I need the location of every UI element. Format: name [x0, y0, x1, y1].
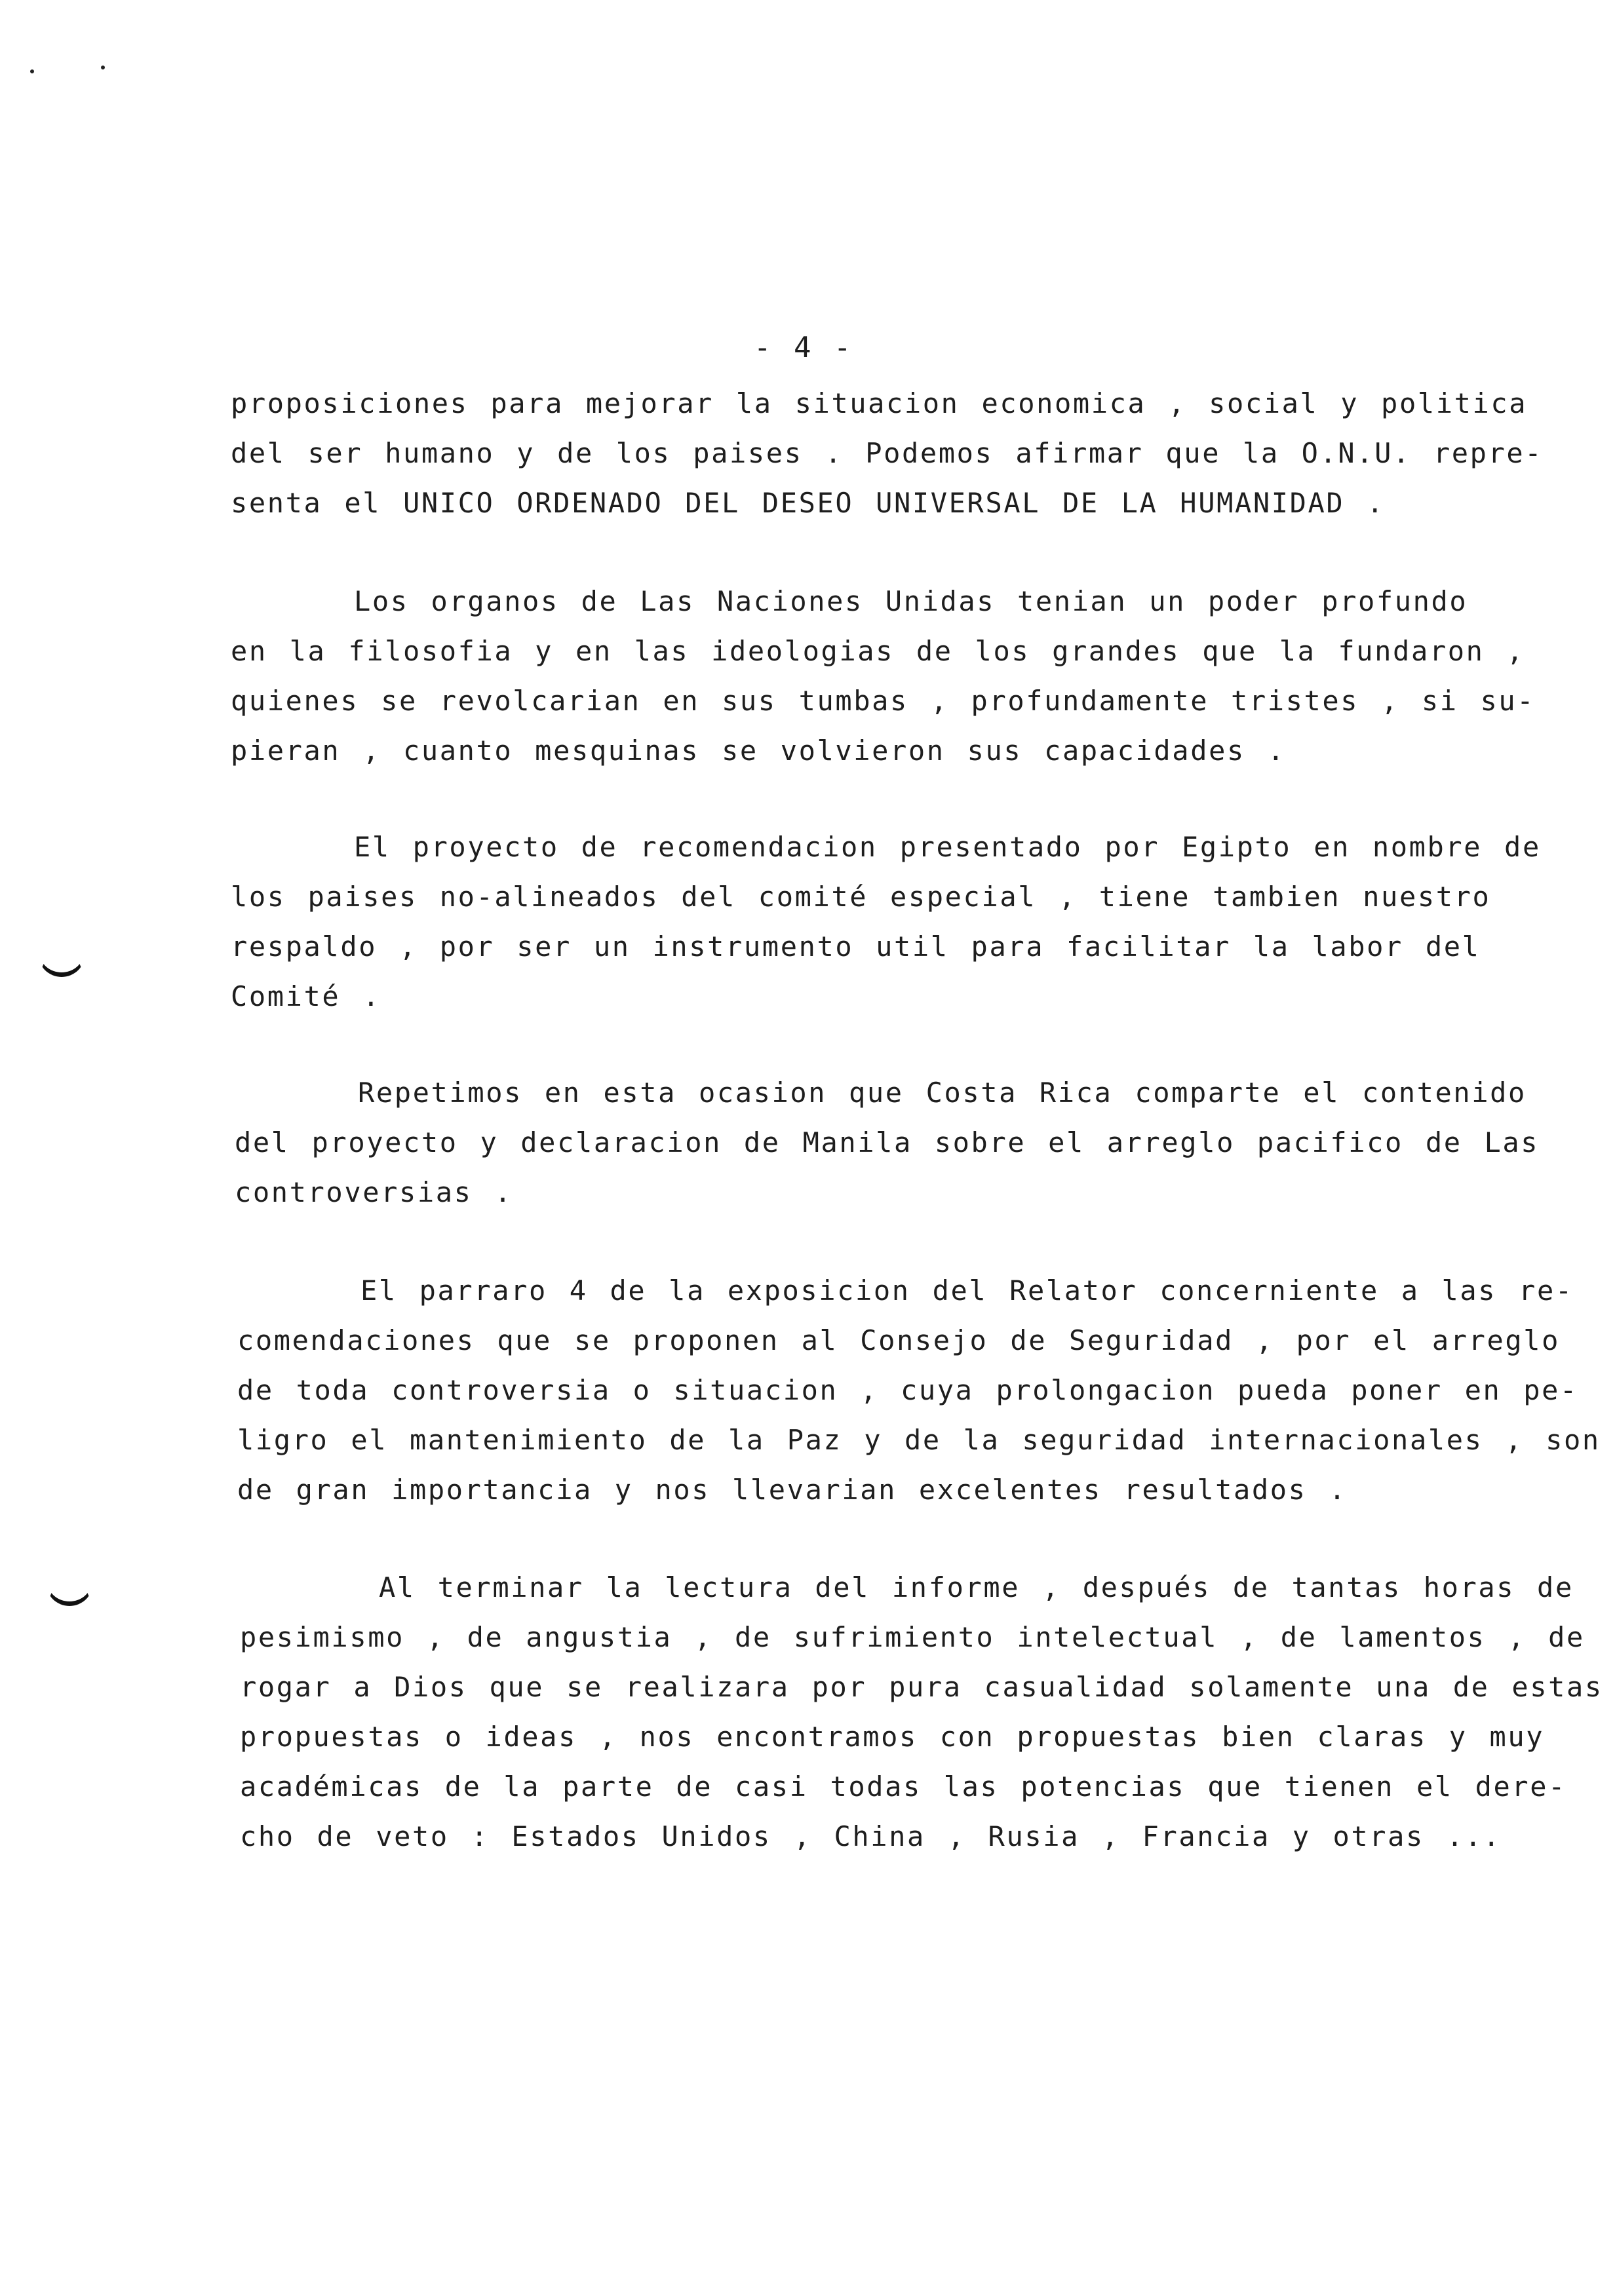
text-line: El proyecto de recomendacion presentado por Egipto en nombre de [354, 831, 1541, 863]
scan-speck [101, 66, 105, 69]
paragraph [231, 577, 1535, 776]
text-line: Los organos de Las Naciones Unidas tenian un poder profundo [354, 585, 1468, 617]
text-line: controversias . [235, 1176, 513, 1208]
paragraph [235, 1068, 1539, 1217]
text-line: del ser humano y de los paises . Podemos afirmar que la O.N.U. repre- [231, 437, 1544, 469]
paragraph [240, 1563, 1603, 1862]
paragraph [231, 822, 1541, 1022]
text-line: Repetimos en esta ocasion que Costa Rica comparte el contenido [358, 1077, 1527, 1109]
text-line: pieran , cuanto mesquinas se volvieron sus capacidades . [231, 735, 1286, 767]
punch-hole-mark [38, 944, 85, 977]
paragraph [231, 379, 1543, 528]
text-line: de toda controversia o situacion , cuya prolongacion pueda poner en pe- [237, 1374, 1578, 1406]
text-line: en la filosofia y en las ideologias de los grandes que la fundaron , [231, 635, 1525, 667]
text-line: quienes se revolcarian en sus tumbas , profundamente tristes , si su- [231, 685, 1536, 717]
text-line: senta el UNICO ORDENADO DEL DESEO UNIVERSAL DE LA HUMANIDAD . [231, 487, 1386, 519]
text-line: ligro el mantenimiento de la Paz y de la seguridad internacionales , son [237, 1424, 1601, 1456]
text-line: Comité . [231, 980, 381, 1012]
page-number: - 4 - [754, 331, 854, 364]
text-line: los paises no-alineados del comité especial , tiene tambien nuestro [231, 881, 1491, 913]
scan-speck [30, 69, 34, 73]
text-line: rogar a Dios que se realizara por pura casualidad solamente una de estas [240, 1671, 1603, 1703]
text-line: comendaciones que se proponen al Consejo de Seguridad , por el arreglo [237, 1324, 1561, 1356]
text-line: El parraro 4 de la exposicion del Relator concerniente a las re- [360, 1274, 1574, 1307]
text-line: cho de veto : Estados Unidos , China , Rusia , Francia y otras ... [240, 1820, 1502, 1852]
text-line: Al terminar la lectura del informe , después de tantas horas de [379, 1571, 1574, 1603]
punch-hole-mark [46, 1573, 93, 1606]
text-line: proposiciones para mejorar la situacion economica , social y politica [231, 387, 1528, 419]
text-line: de gran importancia y nos llevarian excelentes resultados . [237, 1474, 1348, 1506]
text-line: académicas de la parte de casi todas las potencias que tienen el dere- [240, 1770, 1567, 1803]
paragraph [237, 1266, 1601, 1515]
text-line: pesimismo , de angustia , de sufrimiento intelectual , de lamentos , de [240, 1621, 1585, 1653]
text-line: propuestas o ideas , nos encontramos con propuestas bien claras y muy [240, 1721, 1545, 1753]
text-line: del proyecto y declaracion de Manila sobre el arreglo pacifico de Las [235, 1126, 1540, 1158]
text-line: respaldo , por ser un instrumento util para facilitar la labor del [231, 930, 1481, 963]
